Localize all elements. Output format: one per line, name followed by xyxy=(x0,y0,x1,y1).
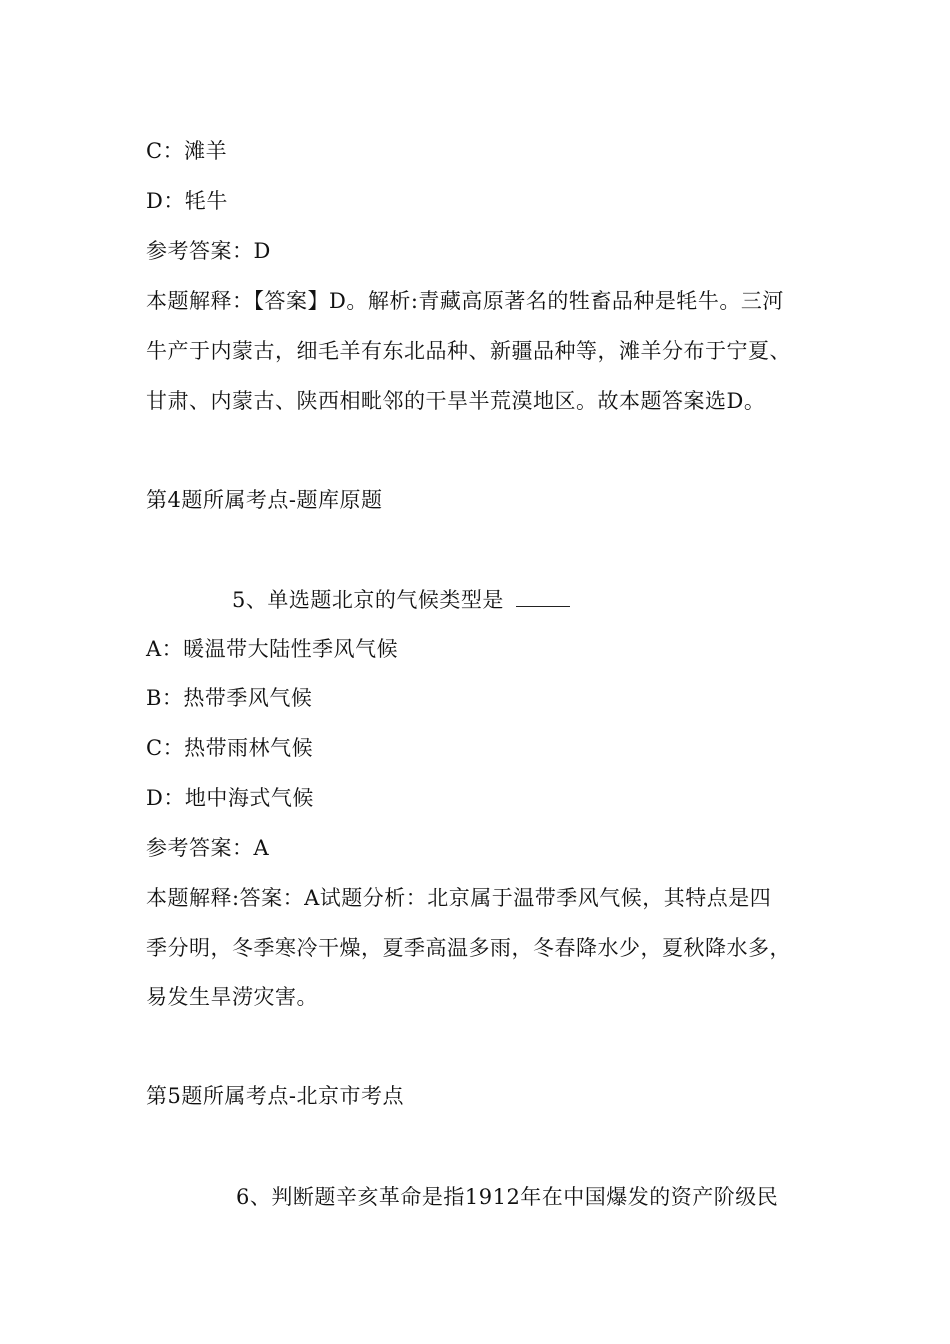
q5-stem xyxy=(232,586,570,614)
q5-explanation-line-3: 易发生旱涝灾害。 xyxy=(146,985,318,1009)
answer-blank xyxy=(516,588,570,607)
q5-topic: 第5题所属考点-北京市考点 xyxy=(146,1084,404,1108)
q5-option-c: C：热带雨林气候 xyxy=(146,736,314,760)
q4-topic: 第4题所属考点-题库原题 xyxy=(146,488,383,512)
q5-explanation-line-2: 季分明，冬季寒冷干燥，夏季高温多雨，冬春降水少，夏秋降水多， xyxy=(146,936,791,960)
q4-option-d: D：牦牛 xyxy=(146,189,228,213)
q5-option-b: B：热带季风气候 xyxy=(146,686,313,710)
q5-option-d: D：地中海式气候 xyxy=(146,786,314,810)
q5-explanation-line-1: 本题解释:答案：A试题分析：北京属于温带季风气候，其特点是四 xyxy=(146,886,772,910)
q5-answer: 参考答案：A xyxy=(146,836,270,860)
q4-explanation-line-1: 本题解释：【答案】D。解析:青藏高原著名的牲畜品种是牦牛。三河 xyxy=(146,289,784,313)
q4-option-c: C：滩羊 xyxy=(146,139,228,163)
q6-stem: 6、判断题辛亥革命是指1912年在中国爆发的资产阶级民 xyxy=(236,1185,779,1209)
q4-explanation-line-3: 甘肃、内蒙古、陕西相毗邻的干旱半荒漠地区。故本题答案选D。 xyxy=(146,389,766,413)
q5-stem-text: 5、单选题北京的气候类型是 xyxy=(232,588,504,612)
q4-explanation-line-2: 牛产于内蒙古，细毛羊有东北品种、新疆品种等，滩羊分布于宁夏、 xyxy=(146,339,791,363)
q5-option-a: A：暖温带大陆性季风气候 xyxy=(146,637,399,661)
q4-answer: 参考答案：D xyxy=(146,239,271,263)
